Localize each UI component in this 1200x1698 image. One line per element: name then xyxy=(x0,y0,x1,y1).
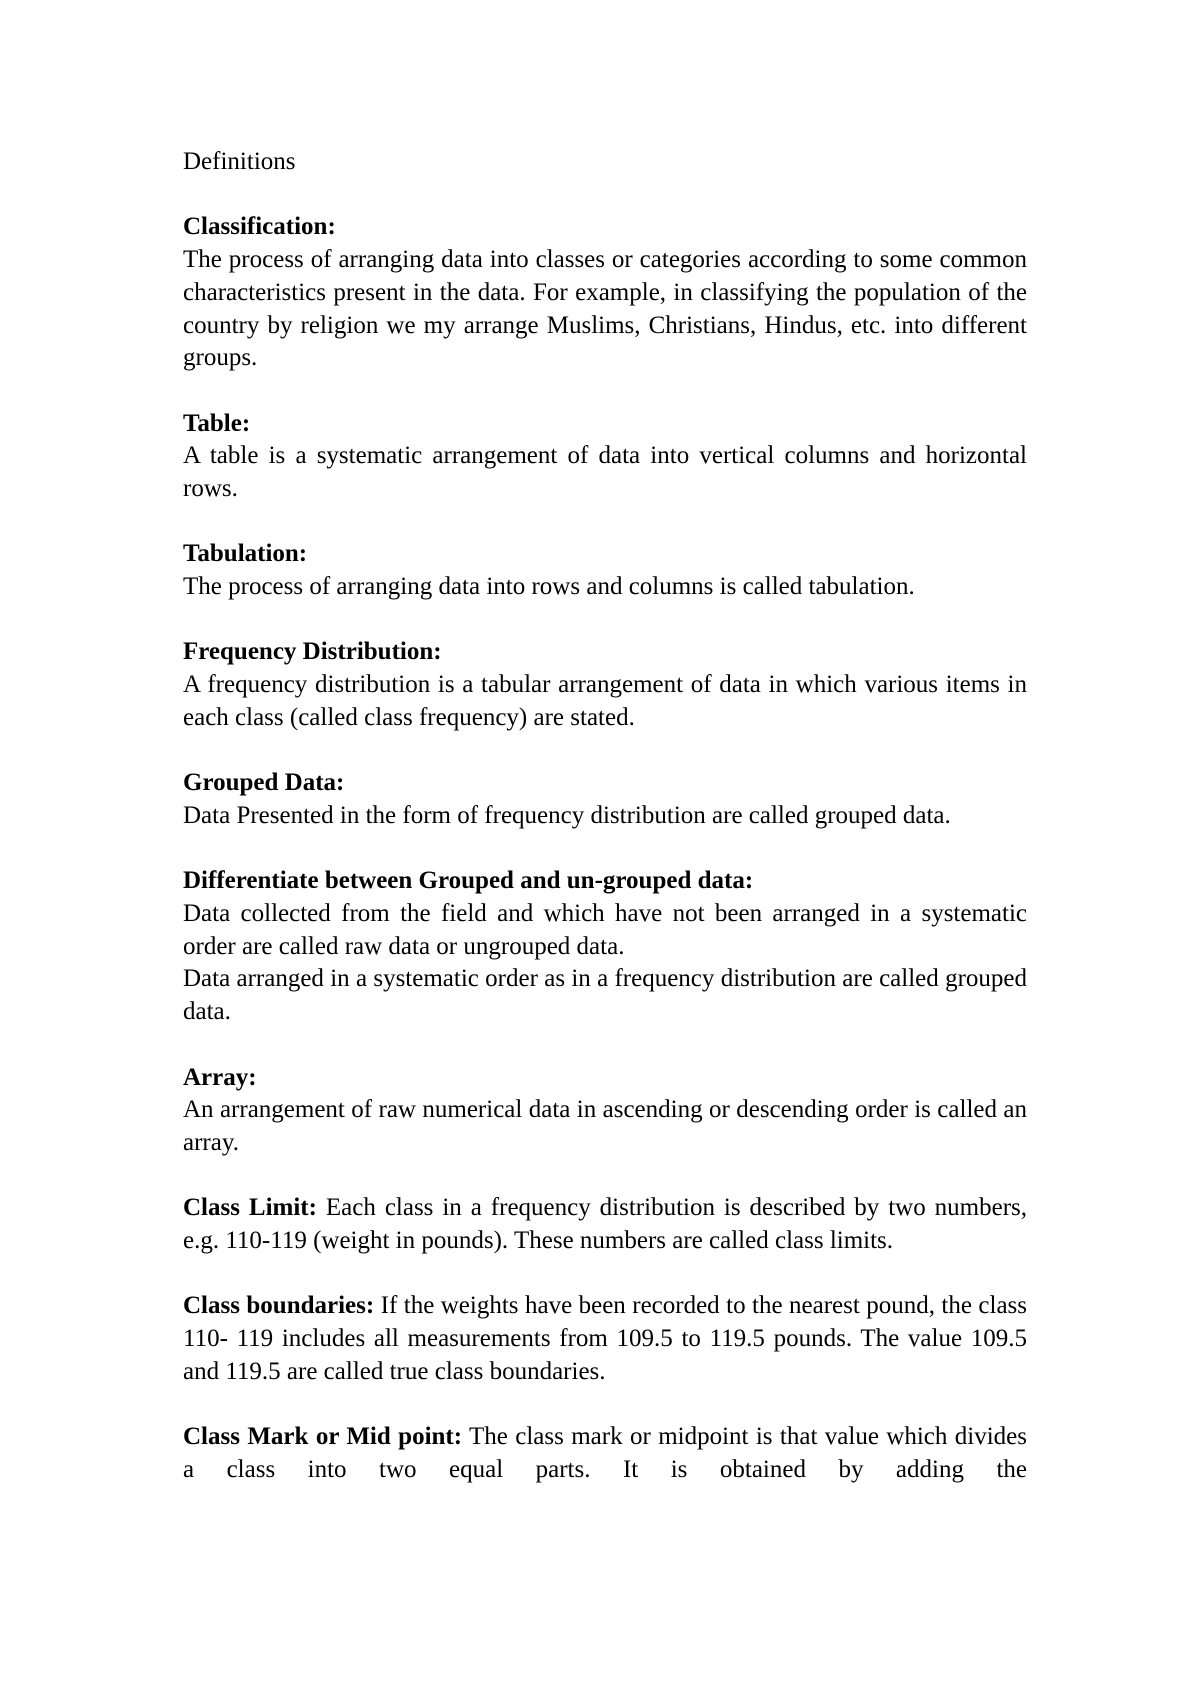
term-class-limit: Class Limit: xyxy=(183,1194,317,1222)
definition-text-class-mark: The class mark or midpoint is that value which divides a class into two equal parts. It is obtained by adding the xyxy=(183,1423,1027,1483)
definition-text-table: A table is a systematic arrangement of data into vertical columns and horizontal rows. xyxy=(183,442,1027,502)
definition-class-boundaries xyxy=(183,1290,1027,1388)
term-class-boundaries: Class boundaries: xyxy=(183,1292,375,1320)
document-title: Definitions xyxy=(183,148,296,175)
definition-classification xyxy=(183,211,1027,375)
definition-class-mark xyxy=(183,1421,1027,1486)
definition-table xyxy=(183,408,1027,506)
definition-array xyxy=(183,1062,1027,1160)
definition-text-grouped: Data arranged in a systematic order as in a frequency distribution are called grouped data. xyxy=(183,965,1027,1026)
definition-grouped-data xyxy=(183,767,1027,832)
definition-grouped-vs-ungrouped xyxy=(183,865,1027,1029)
definition-paragraph-class-limit xyxy=(183,1192,1027,1257)
term-frequency-distribution: Frequency Distribution: xyxy=(183,638,442,666)
definition-text-tabulation: The process of arranging data into rows and columns is called tabulation. xyxy=(183,573,915,601)
term-table: Table: xyxy=(183,409,251,437)
term-class-mark: Class Mark or Mid point: xyxy=(183,1423,463,1451)
document-page xyxy=(183,146,1027,1487)
definition-text-class-boundaries: If the weights have been recorded to the nearest pound, the class 110- 119 includes all measurements from 109.5 to 119.5 pounds. The value 109.5 and 119.5 are called true class boundaries. xyxy=(183,1292,1028,1385)
definition-text-frequency-distribution: A frequency distribution is a tabular arrangement of data in which various items in each class (called class frequency) are stated. xyxy=(183,671,1027,731)
term-tabulation: Tabulation: xyxy=(183,540,308,568)
definition-class-limit xyxy=(183,1192,1027,1257)
definition-frequency-distribution xyxy=(183,636,1027,734)
term-array: Array: xyxy=(183,1063,257,1091)
definition-text-array: An arrangement of raw numerical data in ascending or descending order is called an array. xyxy=(183,1096,1027,1156)
definition-text-classification: The process of arranging data into classes or categories according to some common characteristics present in the data. For example, in classifying the population of the country by religion we my arrange Muslims, Christians, Hindus, etc. into different groups. xyxy=(183,246,1027,372)
definition-tabulation xyxy=(183,538,1027,603)
term-grouped-vs-ungrouped: Differentiate between Grouped and un-grouped data: xyxy=(183,867,754,895)
term-classification: Classification: xyxy=(183,213,336,241)
definition-paragraph-class-mark xyxy=(183,1421,1027,1486)
definition-text-ungrouped: Data collected from the field and which have not been arranged in a systematic order are called raw data or ungrouped data. xyxy=(183,900,1027,960)
term-grouped-data: Grouped Data: xyxy=(183,769,345,797)
definition-text-grouped-data: Data Presented in the form of frequency distribution are called grouped data. xyxy=(183,801,951,829)
definition-text-class-limit: Each class in a frequency distribution is described by two numbers, e.g. 110-119 (weight in pounds). These numbers are called class limits. xyxy=(183,1194,1028,1255)
definition-paragraph-class-boundaries xyxy=(183,1290,1027,1388)
